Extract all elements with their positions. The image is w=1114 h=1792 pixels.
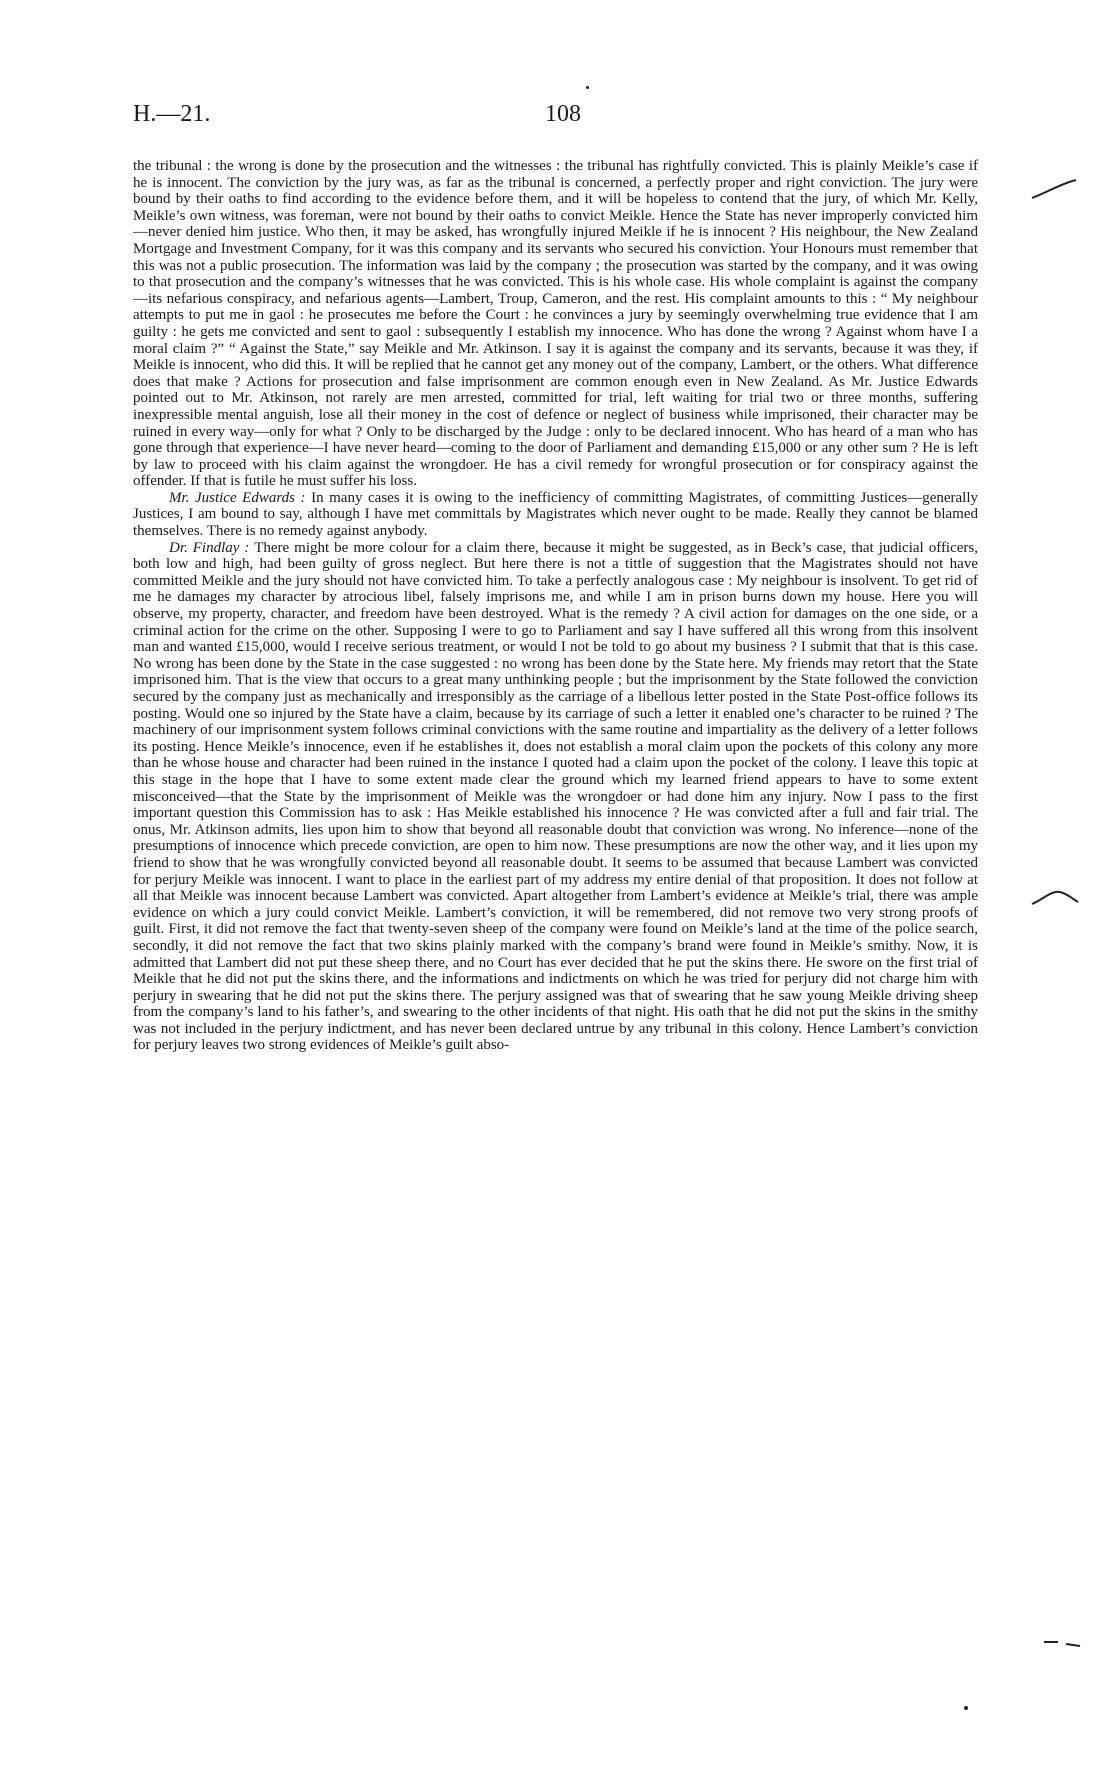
margin-mark-bottom	[1042, 1636, 1082, 1650]
speaker-name: Mr. Justice Edwards :	[169, 489, 306, 506]
paragraph-dr-findlay	[133, 540, 978, 1054]
page-number: 108	[545, 101, 581, 127]
top-dot	[586, 86, 589, 89]
paragraph-text: There might be more colour for a claim there, because it might be suggested, as in Beck’s case, that judicial officers, both low and high, had been guilty of gross neglect. But here there is not a tittle of suggestion that the Magistrates should not have committed Meikle and the jury should not have convicted him. To take a perfectly analogous case : My neighbour is insolvent. To get rid of me he damages my character by atrocious libel, falsely imprisons me, and while I am in prison burns down my house. Here you will observe, my property, character, and freedom have been destroyed. What is the remedy ? A civil action for damages on the one side, or a criminal action for the crime on the other. Supposing I were to go to Parliament and say I have suffered all this wrong from this insolvent man and wanted £15,000, would I receive serious treatment, or would I not be told to go about my business ? I submit that that is this case. No wrong has been done by the State in the case suggested : no wrong has been done by the State here. My friends may retort that the State imprisoned him. That is the view that occurs to a great many unthinking people ; but the imprisonment by the State followed the conviction secured by the company just as mechanically and irresponsibly as the carriage of a libellous letter posted in the State Post-office follows its posting. Would one so injured by the State have a claim, because by its carriage of such a letter it enabled one’s character to be ruined ? The machinery of our imprisonment system follows criminal convictions with the same routine and impartiality as the delivery of a letter follows its posting. Hence Meikle’s innocence, even if he establishes it, does not establish a moral claim upon the pockets of this colony any more than he whose house and character had been ruined in the instance I quoted had a claim upon the pocket of the colony. I leave this topic at this stage in the hope that I have to some extent made clear the ground which my learned friend appears to have to some extent misconceived—that the State by the imprisonment of Meikle was the wrongdoer or had done him any injury. Now I pass to the first important question this Commission has to ask : Has Meikle established his innocence ? He was convicted after a full and fair trial. The onus, Mr. Atkinson admits, lies upon him to show that beyond all reasonable doubt that conviction was wrong. No inference—none of the presumptions of innocence which precede conviction, are open to him now. These presumptions are now the other way, and it lies upon my friend to show that he was wrongfully convicted beyond all reasonable doubt. It seems to be assumed that because Lambert was convicted for perjury Meikle was innocent. I want to place in the earliest part of my address my entire denial of that proposition. It does not follow at all that Meikle was innocent because Lambert was convicted. Apart altogether from Lambert’s evidence at Meikle’s trial, there was ample evidence on which a jury could convict Meikle. Lambert’s conviction, it will be remembered, did not remove two very strong proofs of guilt. First, it did not remove the fact that twenty-seven sheep of the company were found on Meikle’s land at the time of the police search, secondly, it did not remove the fact that two skins plainly marked with the company’s brand were found in Meikle’s smithy. Now, it is admitted that Lambert did not put these sheep there, and no Court has ever decided that he put the skins there. He swore on the first trial of Meikle that he did not put the skins there, and the informations and indictments on which he was tried for perjury did not charge him with perjury in swearing that he did not put the skins there. The perjury assigned was that of swearing that he saw young Meikle driving sheep from the company’s land to his father’s, and swearing to the other incidents of that night. His oath that he did not put the skins in the smithy was not included in the perjury indictment, and has never been declared untrue by any tribunal in this colony. Hence Lambert’s conviction for perjury leaves two strong evidences of Meikle’s guilt abso-	[133, 539, 979, 1054]
margin-mark-top	[1030, 176, 1080, 202]
margin-dot	[964, 1706, 968, 1710]
paragraph-text: the tribunal : the wrong is done by the prosecution and the witnesses : the tribunal has rightfully convicted. This is plainly Meikle’s case if he is innocent. The conviction by the jury was, as far as the tribunal is concerned, a perfectly proper and right conviction. The jury were bound by their oaths to find according to the evidence before them, and it will be hopeless to contend that the jury, of which Mr. Kelly, Meikle’s own witness, was foreman, were not bound by their oaths to convict Meikle. Hence the State has never improperly convicted him—never denied him justice. Who then, it may be asked, has wrongfully injured Meikle if he is innocent ? His neighbour, the New Zealand Mortgage and Investment Company, for it was this company and its servants who secured his conviction. Your Honours must remember that this was not a public prosecution. The information was laid by the company ; the prosecution was started by the company, and it was owing to that prosecution and the company’s witnesses that he was convicted. This is his whole case. His whole complaint is against the company—its nefarious conspiracy, and nefarious agents—Lambert, Troup, Cameron, and the rest. His complaint amounts to this : “ My neighbour attempts to put me in gaol : he prosecutes me before the Court : he convinces a jury by seemingly overwhelming true evidence that I am guilty : he gets me convicted and sent to gaol : subsequently I establish my innocence. Who has done the wrong ? Against whom have I a moral claim ?” “ Against the State,” say Meikle and Mr. Atkinson. I say it is against the company and its servants, because it was they, if Meikle is innocent, who did this. It will be replied that he cannot get any money out of the company, Lambert, or the others. What difference does that make ? Actions for prosecution and false imprisonment are common enough even in New Zealand. As Mr. Justice Edwards pointed out to Mr. Atkinson, not rarely are men arrested, committed for trial, left waiting for trial two or three months, suffering inexpressible mental anguish, lose all their money in the cost of defence or neglect of business while imprisoned, their character may be ruined in every way—only for what ? Only to be discharged by the Judge : only to be declared innocent. Who has heard of a man who has gone through that experience—I have never heard—coming to the door of Parliament and demanding £15,000 or any other sum ? He is left by law to proceed with his claim against the wrongdoer. He has a civil remedy for wrongful prosecution or for conspiracy against the offender. If that is futile he must suffer his loss.	[133, 158, 978, 490]
speaker-name: Dr. Findlay :	[169, 539, 250, 556]
body-text	[133, 158, 978, 1054]
paragraph-text: In many cases it is owing to the inefficiency of committing Magistrates, of committing Justices—generally Justices, I am bound to say, although I have met committals by Magistrates which never ought to be made. Really they cannot be blamed themselves. There is no remedy against anybody.	[133, 489, 978, 540]
paragraph-justice-edwards	[133, 490, 978, 540]
parliamentary-paper-reference: H.—21.	[133, 101, 211, 127]
paragraph-continuation	[133, 158, 978, 490]
margin-mark-middle	[1030, 886, 1080, 908]
